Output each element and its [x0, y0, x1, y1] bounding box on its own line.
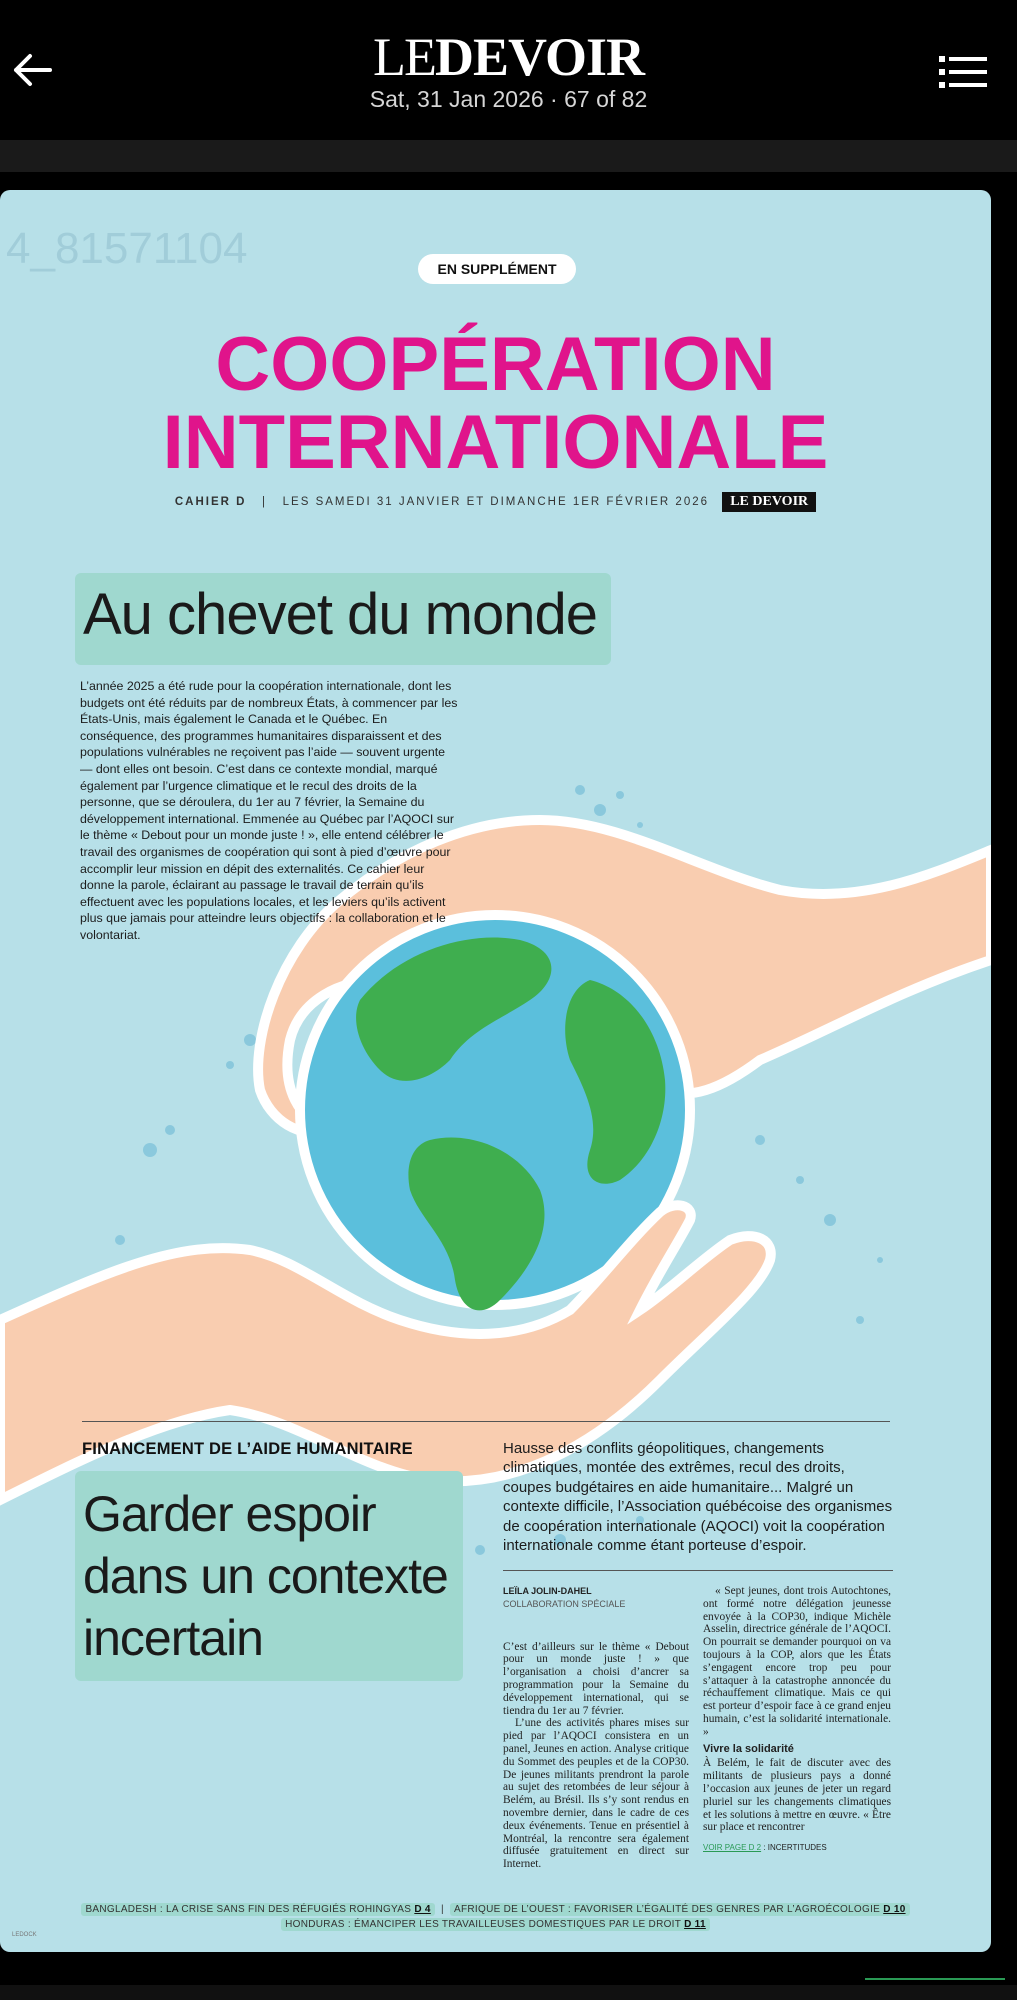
index-item-afrique[interactable]: [450, 1903, 910, 1916]
continued-suffix: : INCERTITUDES: [761, 1843, 827, 1853]
headline-au-chevet[interactable]: [75, 573, 611, 665]
list-icon[interactable]: [939, 54, 987, 90]
ledevoir-logo: LE DEVOIR: [722, 492, 816, 512]
masthead-logo: LEDEVOIR: [373, 27, 644, 87]
section-index: BANGLADESH : LA CRISE SANS FIN DES RÉFUGIÉS ROHINGYAS D 4 | AFRIQUE DE L’OUEST : FAVORISER L’ÉGALITÉ DES GENRES PAR L’AGROÉCOLOGIE D 10 HONDURAS : ÉMANCIPER LES TRAVAILLEUSES DOMESTIQUES PAR LE DROIT D 11: [0, 1902, 991, 1932]
article-deck: Hausse des conflits géopolitiques, changements climatiques, montée des extrêmes, recul des droits, coupes budgétaires en aide humanitaire... Malgré un contexte difficile, l’Association québécoise des organismes de coopération internationale (AQOCI) voit la coopération internationale comme étant porteuse d’espoir.: [503, 1440, 893, 1555]
index-page: D 4: [414, 1904, 431, 1915]
divider: [503, 1570, 893, 1571]
index-text: BANGLADESH : LA CRISE SANS FIN DES RÉFUGIÉS ROHINGYAS: [85, 1904, 412, 1915]
byline: LEÏLA JOLIN-DAHEL: [503, 1586, 592, 1596]
divider: [0, 140, 1017, 172]
paragraph: « Sept jeunes, dont trois Autochtones, ont formé notre délégation jeunesse envoyée à la COP30, indique Michèle Asselin, directrice générale de l’AQOCI. On pourrait se demander pourquoi on va toujours à la COP, alors que les États s’engagent encore trop peu pour s’attaquer à la catastrophe annoncée du réchauffement climatique. Mais ce qui est porteur d’espoir face à ce grand enjeu humain, c’est la solidarité internationale. »: [703, 1585, 891, 1738]
separator: |: [262, 496, 268, 509]
headline-text: Au chevet du monde: [83, 582, 598, 647]
section-title-line1: COOPÉRATION: [215, 322, 776, 407]
index-page: D 10: [883, 1904, 906, 1915]
intro-paragraph: [80, 678, 460, 944]
index-item-honduras[interactable]: [281, 1918, 710, 1931]
section-dates: LES SAMEDI 31 JANVIER ET DIMANCHE 1ER FÉVRIER 2026: [282, 496, 710, 509]
scroll-indicator: [865, 1978, 1005, 1980]
bottom-bar: [0, 1985, 1017, 2000]
edition-dateline: Sat, 31 Jan 2026 · 67 of 82: [369, 86, 648, 112]
paragraph: C’est d’ailleurs sur le thème « Debout pour un monde juste ! » que l’organisation a choisi d’ancrer sa programmation pour la Semaine du développement international, qui se tiendra du 1er au 7 février.: [503, 1640, 689, 1717]
continued-link-label[interactable]: VOIR PAGE D 2: [703, 1843, 762, 1853]
article-column-1: [503, 1585, 689, 1871]
section-title-line2: INTERNATIONALE: [162, 400, 829, 485]
index-text: HONDURAS : ÉMANCIPER LES TRAVAILLEUSES DOMESTIQUES PAR LE DROIT: [285, 1919, 681, 1930]
cahier-label: CAHIER D: [174, 496, 247, 509]
section-dateline: [0, 492, 991, 512]
subhead: Vivre la solidarité: [703, 1742, 794, 1755]
headline-text: Garder espoir dans un contexte incertain: [83, 1486, 448, 1666]
intro-text: L’année 2025 a été rude pour la coopération internationale, dont les budgets ont été réduits par de nombreux États, à commencer par les États-Unis, mais également le Canada et le Québec. En conséquence, des programmes humanitaires disparaissent et des populations vulnérables ne reçoivent pas l’aide — souvent urgente — dont elles ont besoin. C’est dans ce contexte mondial, marqué également par l’urgence climatique et le recul des droits de la personne, que se déroulera, du 1er au 7 février, la Semaine du développement international. Emmenée au Québec par l’AQOCI sur le thème « Debout pour un monde juste ! », elle entend célébrer le travail des organismes de coopération qui sont à pied d’œuvre pour accomplir leur mission en dépit des externalités. Ce cahier leur donne la parole, éclairant au passage le travail de terrain qu’ils effectuent avec les populations locales, et les leviers qu’ils activent plus que jamais pour atteindre leurs objectifs : la collaboration et le volontariat.: [80, 679, 458, 942]
index-item-bangladesh[interactable]: [81, 1903, 434, 1916]
index-page: D 11: [684, 1919, 706, 1930]
paragraph: À Belém, le fait de discuter avec des militants de plusieurs pays a donné l’occasion aux jeunes de jeter un regard pluriel sur les changements climatiques et les solutions à mettre en œuvre. « Être sur place et rencontrer: [703, 1757, 891, 1834]
byline-role: COLLABORATION SPÉCIALE: [503, 1598, 626, 1609]
article-column-2: [703, 1585, 891, 1855]
print-code: LEDOCK: [12, 1932, 37, 1938]
paragraph: L’une des activités phares mises sur pied par l’AQOCI consistera en un panel, Jeunes en action. Analyse critique du Sommet des peuples et de la COP30. De jeunes militants prendront la parole au sujet des retombées de leur séjour à Belém, au Brésil. Ils s’y sont rendus en novembre dernier, dans le cadre de ces deux événements. Tenue en présentiel à Montréal, la rencontre sera également diffusée gratuitement en direct sur Internet.: [503, 1717, 689, 1871]
supplement-label: EN SUPPLÉMENT: [418, 254, 576, 284]
app-top-bar: [0, 0, 1017, 140]
continued-link[interactable]: [703, 1842, 891, 1855]
article-kicker: FINANCEMENT DE L’AIDE HUMANITAIRE: [82, 1440, 413, 1458]
newspaper-page[interactable]: [0, 190, 991, 1952]
index-text: AFRIQUE DE L’OUEST : FAVORISER L’ÉGALITÉ DES GENRES PAR L’AGROÉCOLOGIE: [454, 1904, 881, 1915]
watermark: 4_81571104: [6, 224, 248, 273]
headline-garder-espoir[interactable]: [75, 1471, 463, 1681]
divider: [82, 1421, 890, 1422]
